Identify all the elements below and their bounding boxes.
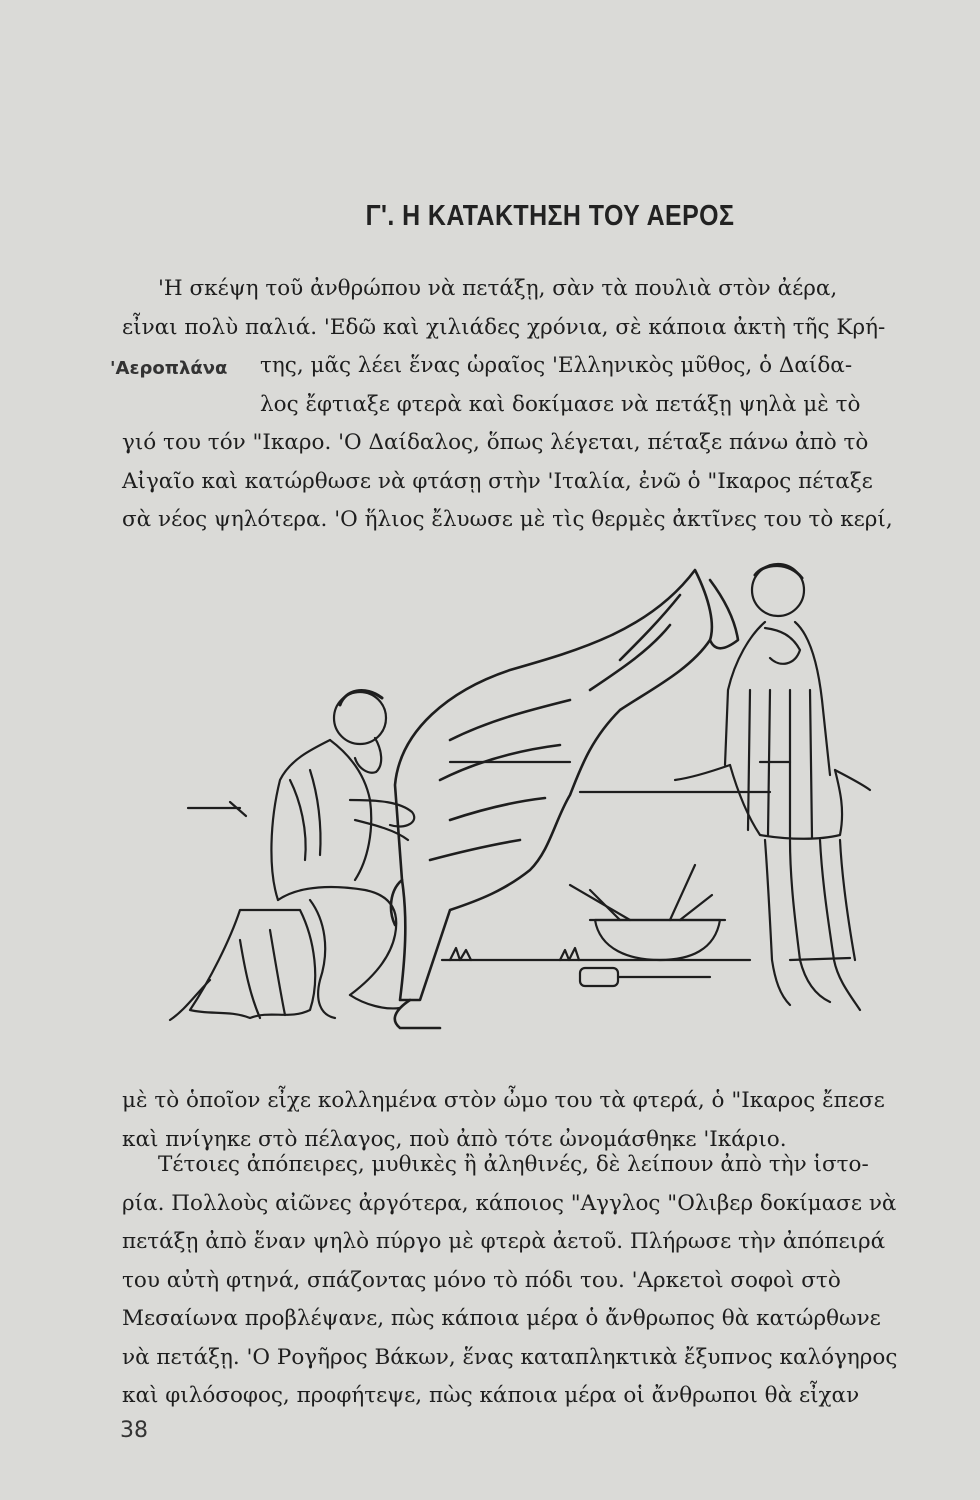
text-line: μὲ τὸ ὁποῖον εἶχε κολλημένα στὸν ὦμο του τὰ φτερά, ὁ "Ικαρος ἔπεσε — [122, 1088, 885, 1113]
text-line: σὰ νέος ψηλότερα. 'Ο ἥλιος ἔλυωσε μὲ τὶς θερμὲς ἀκτῖνες του τὸ κερί, — [122, 507, 893, 532]
text-line: του αὐτὴ φτηνά, σπάζοντας μόνο τὸ πόδι του. 'Αρκετοὶ σοφοὶ στὸ — [122, 1267, 841, 1293]
page-number: 38 — [120, 1418, 148, 1443]
wax-bowl-icon — [570, 865, 725, 986]
text-line: εἶναι πολὺ παλιά. 'Εδῶ καὶ χιλιάδες χρόνια, σὲ κάποια ἀκτὴ τῆς Κρή- — [122, 314, 886, 340]
text-line: νὰ πετάξῃ. 'Ο Ρογῆρος Βάκων, ἕνας καταπληκτικὰ ἔξυπνος καλόγηρος — [122, 1344, 898, 1370]
daedalus-figure — [170, 691, 414, 1020]
text-line: ρία. Πολλοὺς αἰῶνες ἀργότερα, κάποιος "Αγγλος "Ολιβερ δοκίμασε νὰ — [122, 1190, 897, 1216]
daedalus-icarus-illustration — [150, 540, 940, 1075]
text-line: Τέτοιες ἀπόπειρες, μυθικὲς ἢ ἀληθινές, δὲ λείπουν ἀπὸ τὴν ἱστο- — [158, 1152, 869, 1177]
text-line: καὶ φιλόσοφος, προφήτεψε, πὼς κάποια μέρα οἱ ἄνθρωποι θὰ εἶχαν — [122, 1383, 860, 1408]
paragraph-1 — [122, 270, 960, 540]
margin-note: 'Αεροπλάνα — [110, 358, 228, 379]
chapter-heading: Γ'. Η ΚΑΤΑΚΤΗΣΗ ΤΟΥ ΑΕΡΟΣ — [365, 200, 735, 232]
text-line: λος ἔφτιαξε φτερὰ καὶ δοκίμασε νὰ πετάξῃ ψηλὰ μὲ τὸ — [260, 391, 861, 417]
text-line: πετάξῃ ἀπὸ ἕναν ψηλὸ πύργο μὲ φτερὰ ἀετοῦ. Πλήρωσε τὴν ἀπόπειρά — [122, 1229, 886, 1254]
paragraph-3 — [122, 1146, 960, 1416]
text-line: Αἰγαῖο καὶ κατώρθωσε νὰ φτάσῃ στὴν 'Ιταλία, ἐνῶ ὁ "Ικαρος πέταξε — [122, 468, 873, 494]
text-line: Μεσαίωνα προβλέψανε, πὼς κάποια μέρα ὁ ἄνθρωπος θὰ κατώρθωνε — [122, 1306, 881, 1331]
text-line: της, μᾶς λέει ἕνας ὡραῖος 'Ελληνικὸς μῦθος, ὁ Δαίδα- — [260, 353, 853, 378]
text-line: γιό του τόν "Ικαρο. 'Ο Δαίδαλος, ὅπως λέγεται, πέταξε πάνω ἀπὸ τὸ — [122, 430, 869, 455]
text-line: 'Η σκέψη τοῦ ἀνθρώπου νὰ πετάξῃ, σὰν τὰ πουλιὰ στὸν ἀέρα, — [158, 276, 838, 301]
text-line: καὶ πνίγηκε στὸ πέλαγος, ποὺ ἀπὸ τότε ὠνομάσθηκε 'Ικάριο. — [122, 1126, 787, 1152]
icarus-figure — [675, 564, 870, 1010]
